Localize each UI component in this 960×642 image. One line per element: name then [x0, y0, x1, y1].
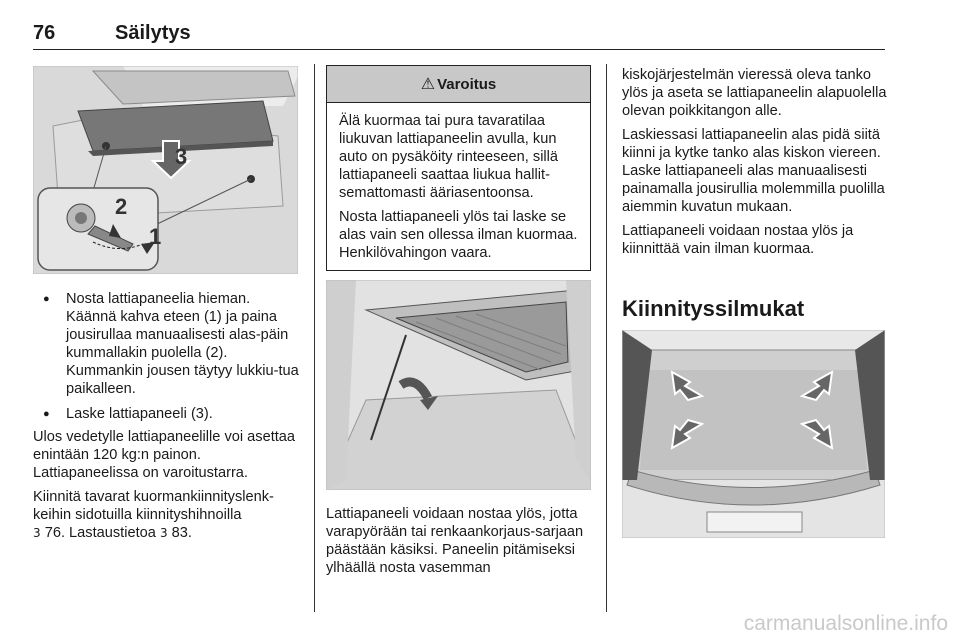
figure-floor-panel-raised	[326, 280, 591, 490]
callout-1: 1	[149, 224, 162, 249]
col2-paragraph: Lattiapaneeli voidaan nostaa ylös, jotta varapyörään tai renkaankorjaus-sarjaan päästään käsiksi. Paneelin pitämiseksi ylhäällä nosta vasemman	[326, 506, 584, 576]
col3-paragraph-2: Laskiessasi lattiapaneelin alas pidä siitä kiinni ja kytke tanko alas kiskon viereen. Laske lattiapaneeli alas manuaalisesti painamalla jousirullia molemmilla puolilla aiemmin kuvatun mukaan.	[622, 127, 885, 215]
list-item: ● Nosta lattiapaneelia hieman. Käännä kahva eteen (1) ja paina jousirullaa manuaalisesti alas-päin kummallakin puolella (2). Kummankin jousen täytyy lukkiu-tua paikalleen.	[33, 290, 303, 398]
warning-header	[327, 66, 590, 103]
col1-paragraphs	[33, 428, 303, 548]
warning-paragraph-2: Nosta lattiapaneeli ylös tai laske se alas vain sen ollessa ilman kuormaa. Henkilövahingon vaara.	[339, 209, 578, 261]
instruction-list	[33, 290, 303, 430]
link-arrow-icon: 3	[159, 526, 168, 540]
raised-panel-illustration	[326, 280, 591, 490]
page-number: 76	[33, 22, 56, 44]
load-limit-paragraph: Ulos vedetylle lattiapaneelille voi asettaa enintään 120 kg:n painon. Lattiapaneelissa on varoitustarra.	[33, 429, 296, 481]
col3-paragraph-3: Lattiapaneeli voidaan nostaa ylös ja kiinnittää vain ilman kuormaa.	[622, 223, 854, 257]
tie-down-eyes-heading: Kiinnityssilmukat	[622, 296, 805, 321]
callout-3: 3	[175, 144, 188, 169]
tiedown-text: Kiinnitä tavarat kuormankiinnityslenk-keihin sidotuilla kiinnityshihnoilla	[33, 489, 274, 523]
column-divider-left	[314, 64, 315, 612]
tiedown-paragraph: Kiinnitä tavarat kuormankiinnityslenk-keihin sidotuilla kiinnityshihnoilla 3 76. Lastaustietoa 3 83.	[33, 489, 274, 541]
warning-title: Varoitus	[437, 75, 497, 93]
figure-floor-panel-lowering	[33, 66, 298, 274]
page-header	[33, 20, 885, 50]
page-link-83[interactable]: 83	[171, 525, 188, 541]
col3-paragraphs	[622, 66, 887, 264]
warning-box	[326, 65, 591, 271]
callout-2: 2	[115, 194, 128, 219]
tie-down-eyes-illustration	[622, 330, 885, 538]
warning-paragraph-1: Älä kuormaa tai pura tavaratilaa liukuvan lattiapaneelin avulla, kun auto on pysäköity rinteeseen, sillä lattiapaneeli saattaa liukua hallit-semattomasti ääriasentoonsa.	[339, 113, 559, 201]
link-arrow-icon: 3	[33, 526, 41, 540]
section-title: Säilytys	[115, 22, 191, 44]
warning-triangle-icon: ⚠	[420, 76, 436, 93]
page-link-76[interactable]: 76	[44, 525, 61, 541]
loading-info-link[interactable]: Lastaustietoa	[69, 525, 156, 541]
column-divider-right	[606, 64, 607, 612]
floor-panel-illustration	[33, 66, 298, 274]
figure-tie-down-eyes	[622, 330, 885, 538]
list-item: ● Laske lattiapaneeli (3).	[33, 405, 303, 423]
col3-paragraph-1: kiskojärjestelmän vieressä oleva tanko ylös ja aseta se lattiapaneelin alapuolella olevan poikkitangon alle.	[622, 67, 887, 119]
warning-body	[327, 103, 590, 262]
watermark: carmanualsonline.info	[743, 612, 948, 635]
